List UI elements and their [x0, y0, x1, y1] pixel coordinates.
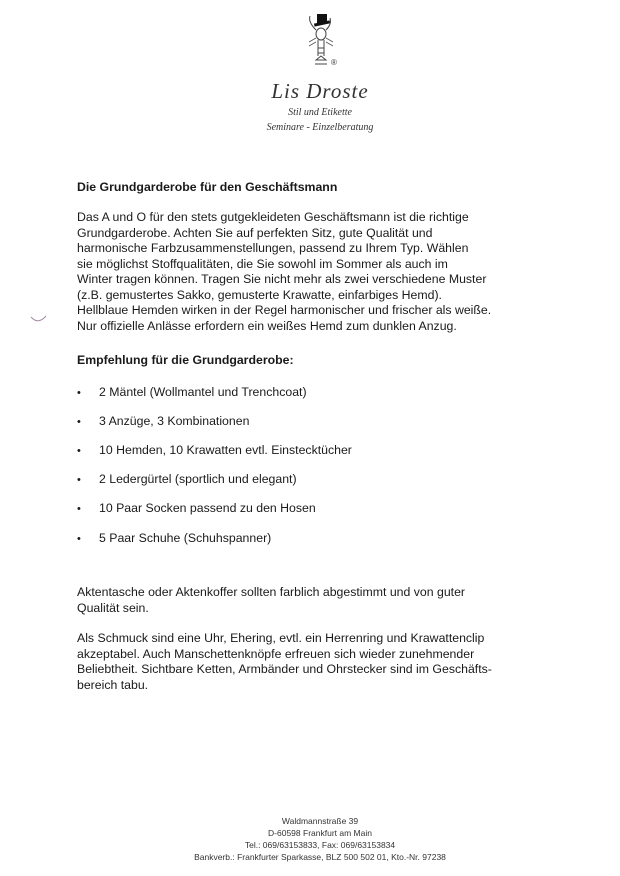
text-line: akzeptabel. Auch Manschettenknöpfe erfreuen sich wieder zunehmender	[77, 646, 475, 661]
footer-address	[150, 815, 490, 863]
list-item	[77, 501, 316, 515]
text-line: Aktentasche oder Aktenkoffer sollten farblich abgestimmt und von guter	[77, 585, 466, 599]
list-item-text: 5 Paar Schuhe (Schuhspanner)	[99, 531, 272, 545]
text-line: harmonische Farbzusammenstellungen, passend zu Ihrem Typ. Wählen	[77, 241, 469, 255]
text-line: Hellblaue Hemden wirken in der Regel harmonischer und frischer als weiße.	[77, 303, 492, 317]
briefcase-paragraph	[77, 585, 465, 616]
registered-mark: ®	[331, 58, 337, 67]
bullet-icon: •	[77, 533, 81, 545]
text-line: bereich tabu.	[77, 677, 149, 692]
list-item-text: 10 Paar Socken passend zu den Hosen	[99, 501, 316, 515]
intro-paragraph	[77, 210, 491, 334]
text-line: (z.B. gemustertes Sakko, gemusterte Krawatte, einfarbiges Hemd).	[77, 287, 442, 302]
text-line: Winter tragen können. Tragen Sie nicht mehr als zwei verschiedene Muster	[77, 272, 487, 286]
text-line: Als Schmuck sind eine Uhr, Ehering, evtl. ein Herrenring und Krawattenclip	[77, 631, 485, 645]
bullet-icon: •	[77, 416, 81, 428]
jewelry-paragraph	[77, 631, 492, 693]
list-item-text: 10 Hemden, 10 Krawatten evtl. Einstecktücher	[99, 443, 352, 457]
list-item	[77, 472, 297, 486]
text-line: Grundgarderobe. Achten Sie auf perfekten Sitz, gute Qualität und	[77, 225, 433, 240]
bullet-icon: •	[77, 387, 81, 399]
text-line: sie möglichst Stoffqualitäten, die Sie sowohl im Sommer als auch im	[77, 256, 448, 271]
list-item	[77, 385, 307, 399]
text-line: Beliebtheit. Sichtbare Ketten, Armbänder und Ohrstecker sind im Geschäfts-	[77, 662, 492, 676]
footer-phone: Tel.: 069/63153833, Fax: 069/63153834	[244, 840, 396, 850]
brand-tagline: Stil und Etikette	[288, 107, 352, 118]
footer-bank: Bankverb.: Frankfurter Sparkasse, BLZ 500 502 01, Kto.-Nr. 97238	[194, 852, 446, 862]
bullet-icon: •	[77, 445, 81, 457]
list-item	[77, 443, 352, 457]
recommendation-heading: Empfehlung für die Grundgarderobe:	[77, 353, 294, 367]
footer-street: Waldmannstraße 39	[281, 816, 359, 826]
list-item	[77, 414, 249, 428]
text-line: Qualität sein.	[77, 600, 149, 615]
list-item	[77, 531, 271, 545]
page-title: Die Grundgarderobe für den Geschäftsmann	[77, 180, 338, 194]
list-item-text: 3 Anzüge, 3 Kombinationen	[99, 414, 250, 428]
list-item-text: 2 Ledergürtel (sportlich und elegant)	[99, 472, 297, 486]
letterhead-logo	[240, 8, 400, 138]
brand-name: Lis Droste	[271, 79, 369, 103]
bullet-icon: •	[77, 503, 81, 515]
text-line: Das A und O für den stets gutgekleideten Geschäftsmann ist die richtige	[77, 210, 469, 224]
hole-punch-mark	[30, 315, 50, 327]
footer-city: D-60598 Frankfurt am Main	[268, 828, 372, 838]
brand-services: Seminare - Einzelberatung	[266, 122, 374, 133]
text-line: Nur offizielle Anlässe erfordern ein weißes Hemd zum dunklen Anzug.	[77, 318, 457, 333]
list-item-text: 2 Mäntel (Wollmantel und Trenchcoat)	[99, 385, 307, 399]
bullet-icon: •	[77, 474, 81, 486]
